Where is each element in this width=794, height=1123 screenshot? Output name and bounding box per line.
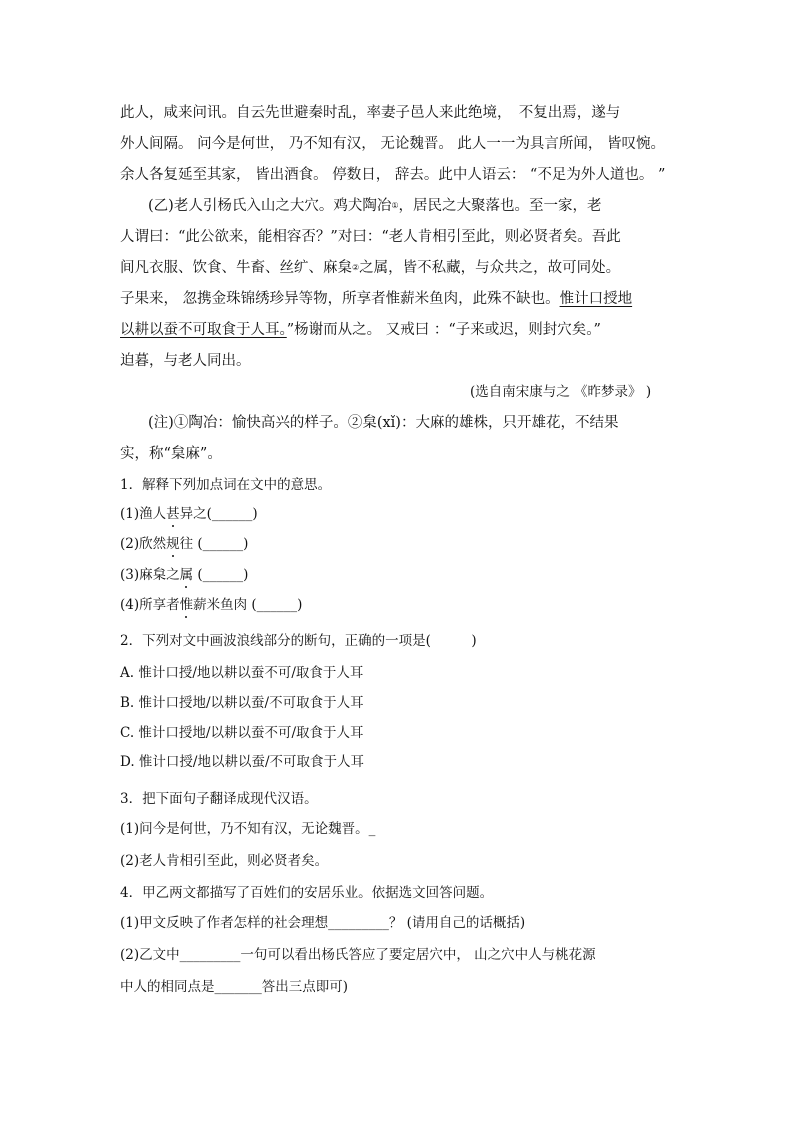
question-1-title: 1．解释下列加点词在文中的意思。 xyxy=(120,477,332,493)
item-blank: 异之(______) xyxy=(179,506,258,522)
question-1-item-3 xyxy=(120,566,248,584)
question-3-sentence-2: (2)老人肯相引至此，则必贤者矣。 xyxy=(120,853,329,869)
question-1-item-1 xyxy=(120,505,258,523)
passage-a-line-2: 外人间隔。 问今是何世， 乃不知有汉， 无论魏晋。 此人一一为具言所闻， 皆叹惋。 xyxy=(120,136,666,152)
question-3-title: 3．把下面句子翻译成现代汉语。 xyxy=(120,791,318,807)
item-blank: (______) xyxy=(193,567,249,583)
question-4-part-2-cont: 中人的相同点是_______答出三点即可) xyxy=(120,979,349,995)
passage-b-line-4 xyxy=(120,290,632,308)
dotted-word: 惟 xyxy=(179,597,194,613)
question-2-option-b: B. 惟计口授地/以耕以蚕/不可取食于人耳 xyxy=(120,695,364,711)
item-text: (4)所享者 xyxy=(120,597,180,613)
question-4-part-2: (2)乙文中_________一句可以看出杨氏答应了要定居穴中， 山之穴中人与桃花源 xyxy=(120,947,596,963)
notes-line-2: 实，称“枲麻”。 xyxy=(120,446,222,462)
question-4-part-1: (1)甲文反映了作者怎样的社会理想_________？ (请用自己的话概括) xyxy=(120,915,526,931)
passage-b-line-1 xyxy=(148,197,601,215)
dotted-word: 规 xyxy=(166,536,180,552)
dotted-word: 甚 xyxy=(166,506,180,522)
question-1-item-2 xyxy=(120,535,248,553)
passage-a-line-1: 此人，咸来问讯。自云先世避秦时乱，率妻子邑人来此绝境， 不复出焉，遂与 xyxy=(120,105,621,121)
source-citation: (选自南宋康与之 《昨梦录》 ) xyxy=(470,384,652,400)
question-3-sentence-1: (1)问今是何世，乃不知有汉，无论魏晋。_ xyxy=(120,821,376,837)
underlined-sentence: 以耕以蚕不可取食于人耳。 xyxy=(120,322,287,338)
passage-b-text: 之属，皆不私藏，与众共之，故可同处。 xyxy=(359,260,621,276)
question-1-item-4 xyxy=(120,596,302,614)
item-text: (1)渔人 xyxy=(120,506,167,522)
question-4-title: 4．甲乙两文都描写了百姓们的安居乐业。依据选文回答问题。 xyxy=(120,885,494,901)
item-blank: 往 (______) xyxy=(179,536,249,552)
passage-b-text: (乙)老人引杨氏入山之大穴。鸡犬陶冶 xyxy=(148,198,392,214)
passage-b-text: 子果来， 忽携金珠锦绣珍异等物，所享者惟薪米鱼肉，此殊不缺也。 xyxy=(120,291,560,307)
passage-b-text: ，居民之大聚落也。至一家，老 xyxy=(398,198,602,214)
passage-b-line-5 xyxy=(120,321,601,339)
item-blank: 薪米鱼肉 (______) xyxy=(193,597,303,613)
question-2-title: 2．下列对文中画波浪线部分的断句，正确的一项是( ) xyxy=(120,633,477,649)
passage-a-line-3: 余人各复延至其家， 皆出酒食。 停数日， 辞去。此中人语云： “不足为外人道也。 ” xyxy=(120,167,666,183)
question-2-option-c: C. 惟计口授地/以耕以蚕不可/取食于人耳 xyxy=(120,725,364,741)
underlined-sentence: 惟计口授地 xyxy=(559,291,633,307)
question-2-option-a: A. 惟计口授/地以耕以蚕不可/取食于人耳 xyxy=(120,665,364,681)
question-2-option-d: D. 惟计口授/地以耕以蚕/不可取食于人耳 xyxy=(120,754,365,770)
passage-b-text: ”杨谢而从之。 又戒曰 ：“子来或迟，则封穴矣。” xyxy=(286,322,601,338)
dotted-word: 属 xyxy=(179,567,194,583)
notes-line-1: (注)①陶冶：愉快高兴的样子。②枲(xǐ)：大麻的雄株，只开雄花，不结果 xyxy=(148,415,619,431)
footnote-mark-1: ① xyxy=(391,201,399,210)
item-text: (3)麻枲之 xyxy=(120,567,180,583)
footnote-mark-2: ② xyxy=(352,263,360,272)
passage-b-text: 间凡衣服、饮食、牛畜、丝纩、麻枲 xyxy=(120,260,352,276)
passage-b-line-3 xyxy=(120,259,620,277)
passage-b-line-2: 人谓曰：“此公欲来，能相容否？”对曰：“老人肯相引至此，则必贤者矣。吾此 xyxy=(120,229,621,245)
passage-b-line-6: 迫暮，与老人同出。 xyxy=(120,353,251,369)
item-text: (2)欣然 xyxy=(120,536,167,552)
